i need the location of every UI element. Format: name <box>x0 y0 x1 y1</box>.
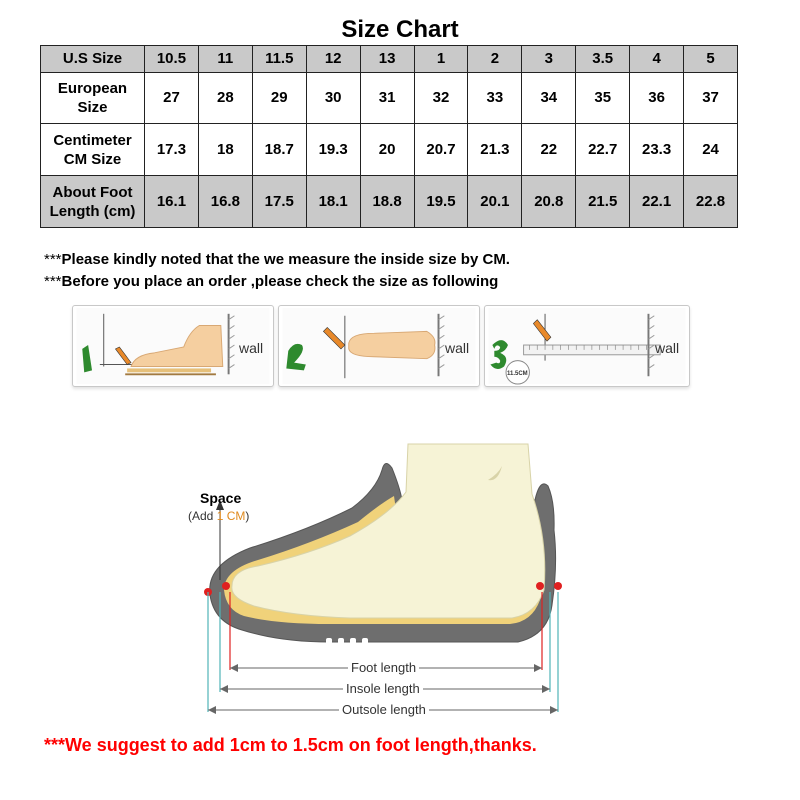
table-cell: 22.8 <box>684 176 738 228</box>
ruler-tag: 11.5CM <box>507 371 528 377</box>
table-cell: 13 <box>360 46 414 73</box>
size-table <box>40 45 738 228</box>
table-cell: 19.3 <box>306 124 360 176</box>
table-cell: 27 <box>145 72 199 124</box>
table-cell: 18.7 <box>252 124 306 176</box>
row-header: U.S Size <box>41 46 145 73</box>
add-cm-label: (Add 1 CM) <box>188 509 250 523</box>
row-header: About Foot Length (cm) <box>41 176 145 228</box>
table-cell: 12 <box>306 46 360 73</box>
step-2-panel <box>278 305 480 387</box>
table-cell: 5 <box>684 46 738 73</box>
table-row <box>41 46 738 73</box>
table-cell: 11 <box>198 46 252 73</box>
table-cell: 18 <box>198 124 252 176</box>
table-cell: 1 <box>414 46 468 73</box>
table-row <box>41 124 738 176</box>
table-cell: 22 <box>522 124 576 176</box>
note-inside-size: ***Please kindly noted that the we measure the inside size by CM. <box>44 251 510 268</box>
table-cell: 18.1 <box>306 176 360 228</box>
wall-label: wall <box>239 340 264 356</box>
table-cell: 3 <box>522 46 576 73</box>
wall-label: wall <box>655 340 680 356</box>
table-cell: 4 <box>630 46 684 73</box>
table-cell: 20.8 <box>522 176 576 228</box>
step-3-panel <box>484 305 690 387</box>
table-cell: 20 <box>360 124 414 176</box>
table-cell: 20.7 <box>414 124 468 176</box>
row-header: Centimeter CM Size <box>41 124 145 176</box>
foot-length-label: Foot length <box>348 660 419 675</box>
row-header: European Size <box>41 72 145 124</box>
table-cell: 21.3 <box>468 124 522 176</box>
table-cell: 24 <box>684 124 738 176</box>
table-cell: 17.5 <box>252 176 306 228</box>
table-cell: 31 <box>360 72 414 124</box>
table-row <box>41 72 738 124</box>
table-cell: 3.5 <box>576 46 630 73</box>
step-1-panel <box>72 305 274 387</box>
table-cell: 28 <box>198 72 252 124</box>
insole-length-label: Insole length <box>343 681 423 696</box>
table-cell: 34 <box>522 72 576 124</box>
table-cell: 22.7 <box>576 124 630 176</box>
table-cell: 11.5 <box>252 46 306 73</box>
space-label: Space <box>200 490 242 506</box>
table-cell: 16.1 <box>145 176 199 228</box>
table-cell: 33 <box>468 72 522 124</box>
table-cell: 19.5 <box>414 176 468 228</box>
table-cell: 36 <box>630 72 684 124</box>
table-cell: 21.5 <box>576 176 630 228</box>
table-cell: 16.8 <box>198 176 252 228</box>
table-cell: 10.5 <box>145 46 199 73</box>
page-title: Size Chart <box>341 16 459 43</box>
table-cell: 35 <box>576 72 630 124</box>
table-cell: 23.3 <box>630 124 684 176</box>
table-cell: 22.1 <box>630 176 684 228</box>
table-cell: 29 <box>252 72 306 124</box>
outsole-length-label: Outsole length <box>339 702 429 717</box>
table-cell: 2 <box>468 46 522 73</box>
table-cell: 17.3 <box>145 124 199 176</box>
table-row <box>41 176 738 228</box>
wall-label: wall <box>445 340 470 356</box>
note-check-size: ***Before you place an order ,please check the size as following <box>44 273 499 290</box>
table-cell: 18.8 <box>360 176 414 228</box>
table-cell: 20.1 <box>468 176 522 228</box>
table-cell: 32 <box>414 72 468 124</box>
table-cell: 30 <box>306 72 360 124</box>
suggestion-note: ***We suggest to add 1cm to 1.5cm on foot length,thanks. <box>44 735 537 755</box>
table-cell: 37 <box>684 72 738 124</box>
